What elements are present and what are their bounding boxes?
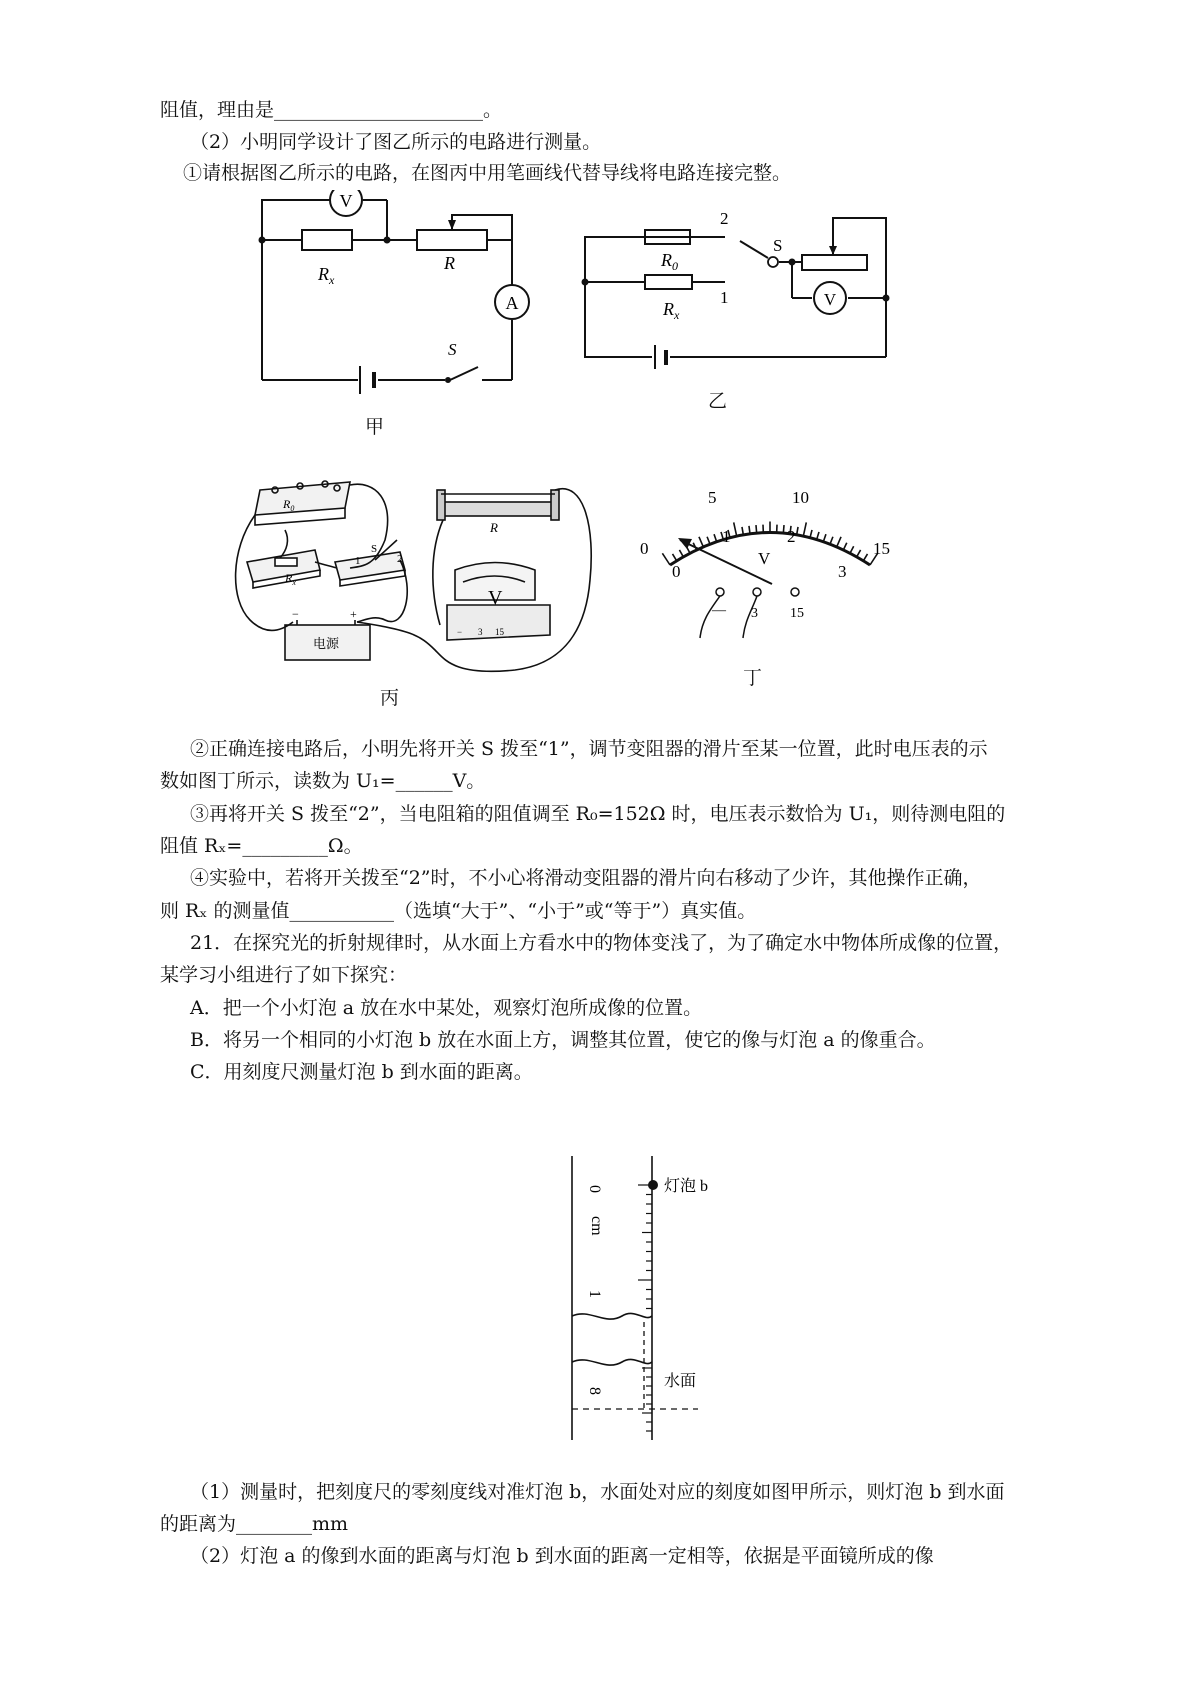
caption-bing: 丙 [380,687,400,709]
water-surface-label: 水面 [664,1373,697,1390]
caption-yi: 乙 [708,390,728,412]
bulb-b-label: 灯泡 b [664,1178,709,1195]
text-question-2-2b: 数如图丁所示，读数为 U₁=______V。 [160,770,486,792]
r0-label: $R_0$ [283,497,295,513]
text-question-21b: 某学习小组进行了如下探究： [160,964,408,986]
term-3: 3 [478,627,483,637]
text-part-1a: （1）测量时，把刻度尺的零刻度线对准灯泡 b，水面处对应的刻度如图甲所示，则灯泡 b 到水面 [190,1481,1005,1503]
dial-tick [734,522,737,536]
ruler-mark-8: 8 [586,1387,603,1395]
power-label: 电源 [313,636,340,651]
text-part-1b: 的距离为________mm [160,1513,349,1535]
switch-label: S [773,236,783,255]
lower-tick-2: 2 [787,527,796,546]
text-line-reason: 阻值，理由是______________________。 [160,99,503,121]
switch-pos-1: 1 [355,555,361,567]
text-question-2-2a: ②正确连接电路后，小明先将开关 S 拨至“1”，调节变阻器的滑片至某一位置，此时电压表的示 [190,738,988,760]
lower-tick-3: 3 [838,562,847,581]
upper-tick-5: 5 [708,488,717,507]
terminal-15: 15 [790,606,804,621]
circuit-diagram-yi [580,200,920,400]
ruler-mark-0: 0 [586,1185,603,1193]
lower-tick-1: 1 [722,527,731,546]
caption-jia: 甲 [365,416,385,438]
ammeter-label: A [505,293,519,313]
dial-unit: V [758,549,771,568]
term-minus: − [457,627,463,637]
apparatus-diagram-bing [225,470,625,680]
dial-tick [662,553,670,565]
upper-tick-0: 0 [640,539,649,558]
rx-label: $R_x$ [663,299,680,322]
terminal-minus: — [712,603,726,618]
switch-pos-2: 2 [397,553,403,565]
rheostat-label: R [490,520,498,535]
power-plus-label: + [350,607,357,621]
text-question-21a: 21．在探究光的折射规律时，从水面上方看水中的物体变浅了，为了确定水中物体所成像的位置， [190,932,1013,954]
circuit-diagram-jia [250,190,570,440]
rheostat-label: R [444,253,455,273]
dial-tick [803,522,806,536]
text-step-b: B．将另一个相同的小灯泡 b 放在水面上方，调整其位置，使它的像与灯泡 a 的像重合。 [190,1029,936,1051]
text-step-a: A．把一个小灯泡 a 放在水中某处，观察灯泡所成像的位置。 [190,997,703,1019]
rx-label: $R_x$ [318,264,335,287]
terminal-3: 3 [751,606,758,621]
lower-tick-0: 0 [672,562,681,581]
text-question-2: （2）小明同学设计了图乙所示的电路进行测量。 [190,131,602,153]
text-question-2-1: ①请根据图乙所示的电路，在图丙中用笔画线代替导线将电路连接完整。 [183,162,792,184]
switch-label: S [371,543,378,555]
upper-tick-15: 15 [873,539,890,558]
text-question-2-4a: ④实验中，若将开关拨至“2”时，不小心将滑动变阻器的滑片向右移动了少许，其他操作正确， [190,867,982,889]
text-question-2-3b: 阻值 Rₓ=_________Ω。 [160,835,363,857]
switch-pos-2: 2 [720,209,729,228]
voltmeter-label: V [488,587,503,609]
power-minus-label: − [292,607,299,621]
text-question-2-4b: 则 Rₓ 的测量值___________（选填“大于”、“小于”或“等于”）真实值。 [160,900,757,922]
text-part-2a: （2）灯泡 a 的像到水面的距离与灯泡 b 到水面的距离一定相等，依据是平面镜所成的像 [190,1545,934,1567]
text-step-c: C．用刻度尺测量灯泡 b 到水面的距离。 [190,1061,533,1083]
dial-tick [699,537,703,547]
bulb-b-dot [648,1180,658,1190]
switch-label: S [448,340,457,359]
text-question-2-3a: ③再将开关 S 拨至“2”，当电阻箱的阻值调至 R₀=152Ω 时，电压表示数恰为 U₁，则待测电阻的 [190,803,1006,825]
dial-tick [837,537,841,547]
ruler-unit: cm [588,1216,605,1236]
voltmeter-label: V [823,290,837,309]
ruler-diagram [560,1150,720,1450]
voltmeter-dial-ding [640,480,910,650]
rx-label: $R_x$ [285,571,296,587]
switch-pos-1: 1 [720,288,729,307]
r0-label: $R_0$ [661,250,678,273]
voltmeter-label: V [339,191,353,211]
upper-tick-10: 10 [792,488,809,507]
term-15: 15 [495,627,504,637]
caption-ding: 丁 [743,667,763,689]
ruler-mark-1: 1 [586,1290,603,1298]
